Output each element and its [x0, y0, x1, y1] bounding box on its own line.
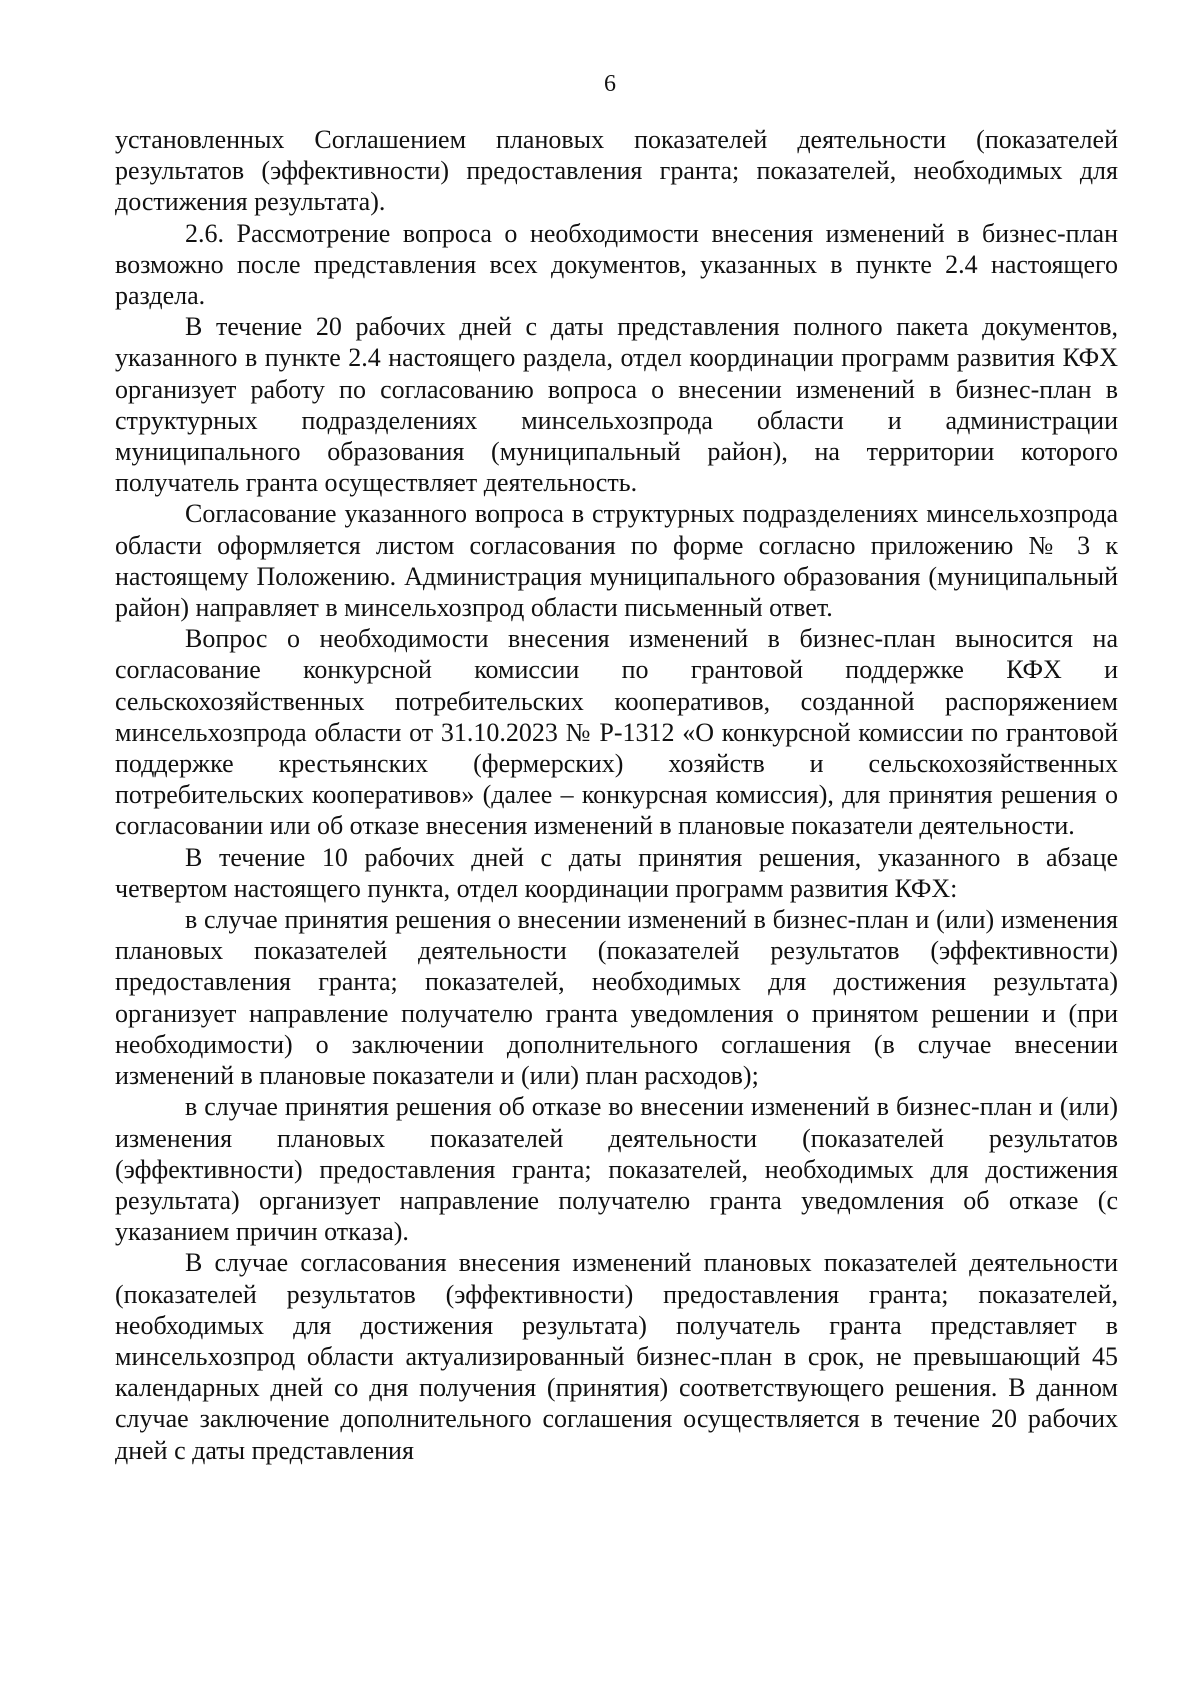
- paragraph-continuation: установленных Соглашением плановых показателей деятельности (показателей результатов (эффективности) предоставления гранта; показателей, необходимых для достижения результата).: [115, 125, 1118, 217]
- paragraph-approval-sheet: Согласование указанного вопроса в структурных подразделениях минсельхозпрода области оформляется листом согласования по форме согласно приложению № 3 к настоящему Положению. Администрация муниципального образования (муниципальный район) направляет в минсельхозпрод области письменный ответ.: [115, 499, 1118, 623]
- paragraph-updated-business-plan: В случае согласования внесения изменений плановых показателей деятельности (показателей результатов (эффективности) предоставления гранта; показателей, необходимых для достижения результата) получатель гранта представляет в минсельхозпрод области актуализированный бизнес-план в срок, не превышающий 45 календарных дней со дня получения (принятия) соответствующего решения. В данном случае заключение дополнительного соглашения осуществляется в течение 20 рабочих дней с даты представления: [115, 1248, 1118, 1465]
- paragraph-commission: Вопрос о необходимости внесения изменений в бизнес-план выносится на согласование конкурсной комиссии по грантовой поддержке КФХ и сельскохозяйственных потребительских кооперативов, созданной распоряжением минсельхозпрода области от 31.10.2023 № Р-1312 «О конкурсной комиссии по грантовой поддержке крестьянских (фермерских) хозяйств и сельскохозяйственных потребительских кооперативов» (далее – конкурсная комиссия), для принятия решения о согласовании или об отказе внесения изменений в плановые показатели деятельности.: [115, 624, 1118, 841]
- paragraph-case-approval: в случае принятия решения о внесении изменений в бизнес-план и (или) изменения плановых показателей деятельности (показателей результатов (эффективности) предоставления гранта; показателей, необходимых для достижения результата) организует направление получателю гранта уведомления о принятом решении и (при необходимости) о заключении дополнительного соглашения (в случае внесении изменений в плановые показатели и (или) план расходов);: [115, 905, 1118, 1091]
- paragraph-approval-period: В течение 20 рабочих дней с даты представления полного пакета документов, указанного в пункте 2.4 настоящего раздела, отдел координации программ развития КФХ организует работу по согласованию вопроса о внесении изменений в бизнес-план в структурных подразделениях минсельхозпрода области и администрации муниципального образования (муниципальный район), на территории которого получатель гранта осуществляет деятельность.: [115, 312, 1118, 498]
- paragraph-decision-period: В течение 10 рабочих дней с даты принятия решения, указанного в абзаце четвертом настоящего пункта, отдел координации программ развития КФХ:: [115, 842, 1118, 903]
- document-body: [115, 124, 1118, 1466]
- page-number: 6: [604, 71, 616, 97]
- paragraph-case-refusal: в случае принятия решения об отказе во внесении изменений в бизнес-план и (или) изменения плановых показателей деятельности (показателей результатов (эффективности) предоставления гранта; показателей, необходимых для достижения результата) организует направление получателю гранта уведомления об отказе (с указанием причин отказа).: [115, 1092, 1118, 1247]
- paragraph-2-6: 2.6. Рассмотрение вопроса о необходимости внесения изменений в бизнес-план возможно после представления всех документов, указанных в пункте 2.4 настоящего раздела.: [115, 218, 1118, 311]
